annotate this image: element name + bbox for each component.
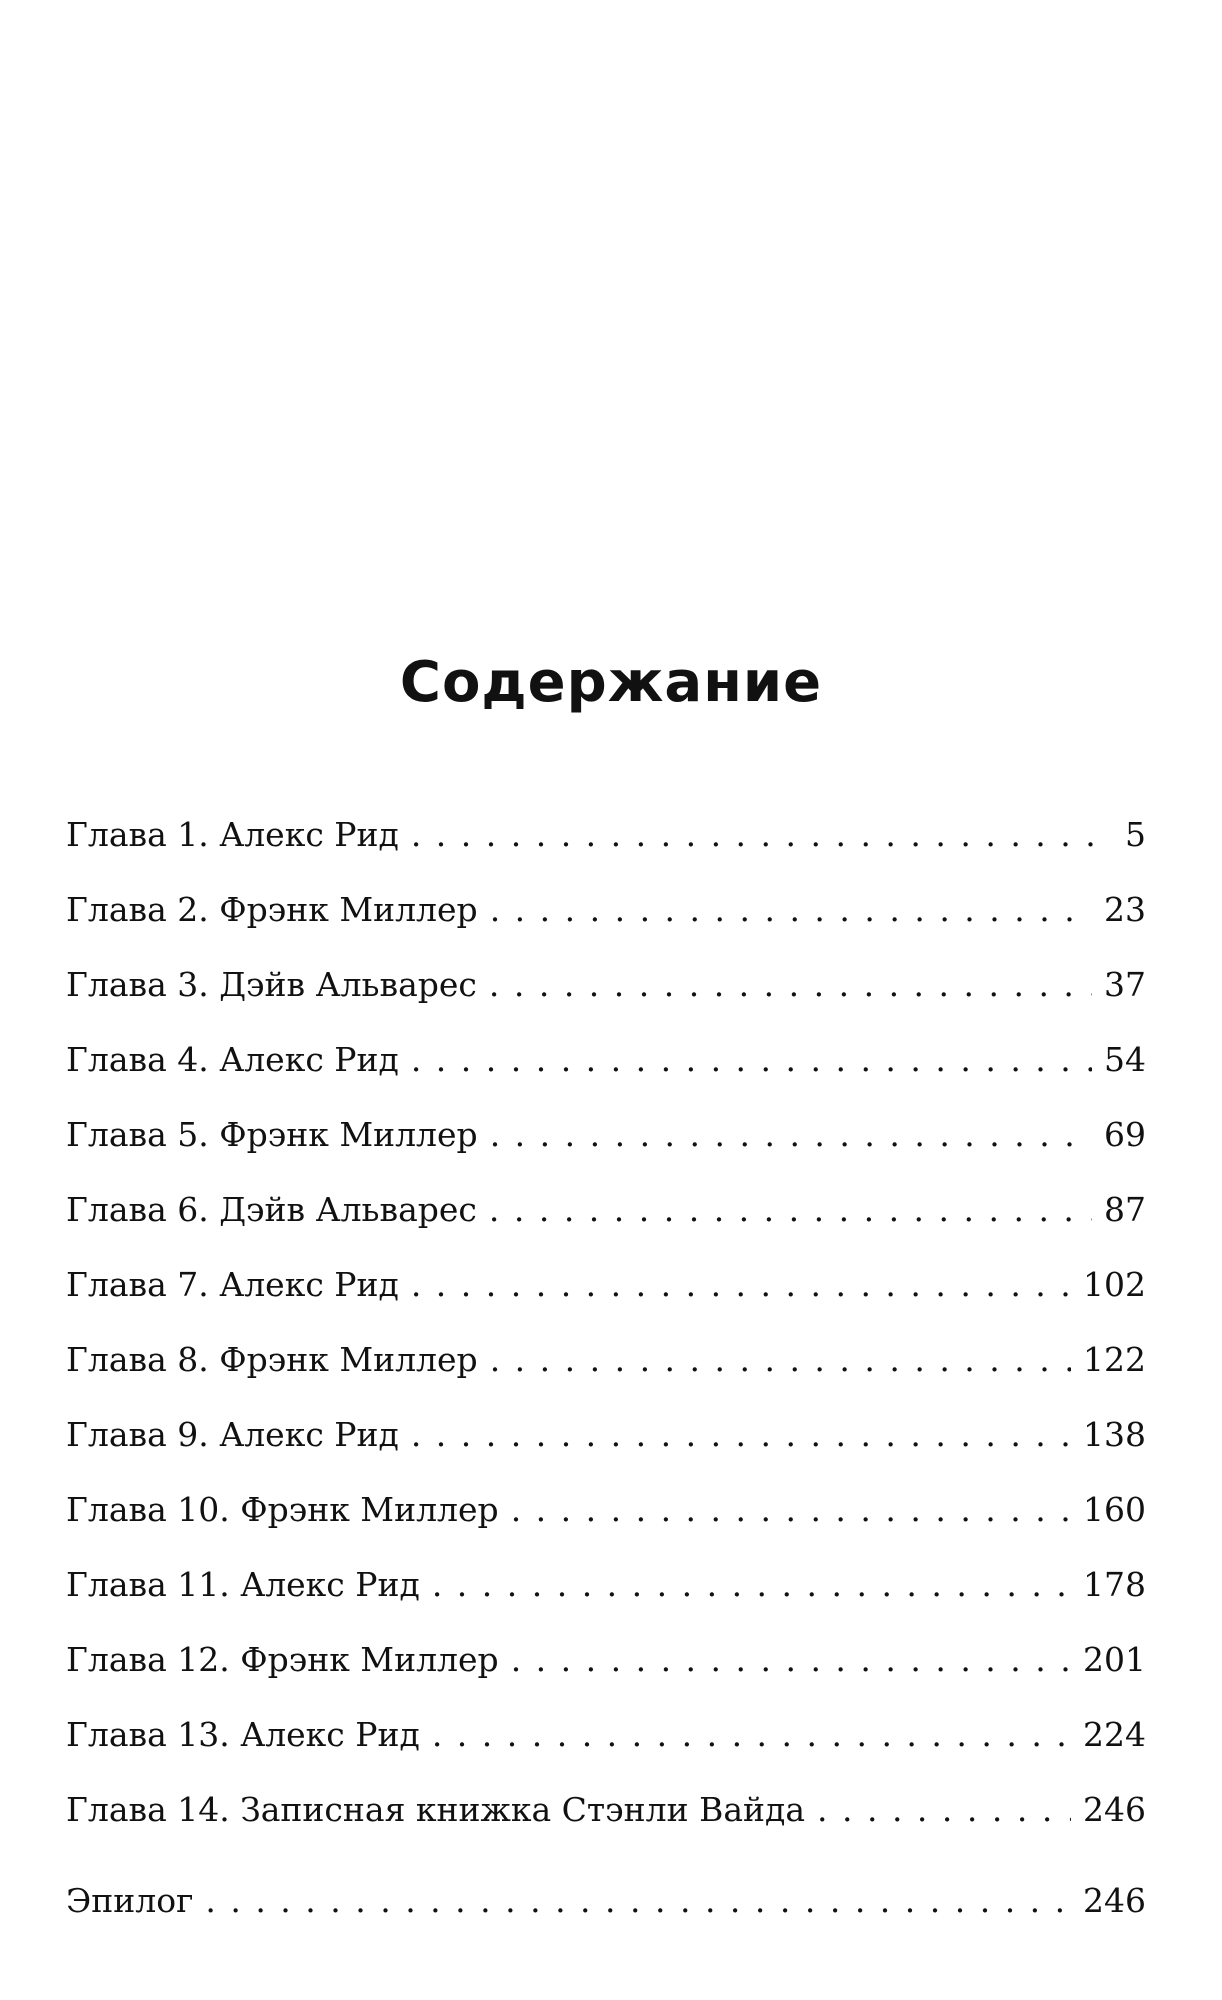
entry-label: Глава 10. Фрэнк Миллер <box>66 1490 499 1529</box>
entry-page-number: 246 <box>1083 1790 1146 1829</box>
entry-label: Глава 6. Дэйв Альварес <box>66 1190 477 1229</box>
entry-page-number: 138 <box>1083 1415 1146 1454</box>
entry-label: Глава 11. Алекс Рид <box>66 1565 420 1604</box>
dot-leader <box>489 1190 1092 1230</box>
dot-leader <box>817 1790 1071 1830</box>
dot-leader <box>511 1640 1071 1680</box>
toc-entry-chapter-1 <box>66 780 1146 855</box>
toc-entry-chapter-11 <box>66 1530 1146 1605</box>
entry-label: Глава 3. Дэйв Альварес <box>66 965 477 1004</box>
entry-page-number: 5 <box>1125 815 1146 854</box>
dot-leader <box>490 1340 1071 1380</box>
toc-entry-chapter-2 <box>66 855 1146 930</box>
entry-page-number: 37 <box>1104 965 1146 1004</box>
entry-page-number: 102 <box>1083 1265 1146 1304</box>
dot-leader <box>511 1490 1071 1530</box>
toc-entry-chapter-6 <box>66 1155 1146 1230</box>
dot-leader <box>411 1265 1071 1305</box>
dot-leader <box>489 965 1092 1005</box>
toc-entry-chapter-5 <box>66 1080 1146 1155</box>
dot-leader <box>432 1565 1071 1605</box>
entry-page-number: 54 <box>1104 1040 1146 1079</box>
entry-page-number: 122 <box>1083 1340 1146 1379</box>
toc-entry-epilogue <box>66 1846 1146 1921</box>
entry-label: Глава 5. Фрэнк Миллер <box>66 1115 478 1154</box>
entry-page-number: 23 <box>1104 890 1146 929</box>
entry-label: Глава 8. Фрэнк Миллер <box>66 1340 478 1379</box>
entry-page-number: 69 <box>1104 1115 1146 1154</box>
entry-label: Глава 13. Алекс Рид <box>66 1715 420 1754</box>
entry-label: Глава 1. Алекс Рид <box>66 815 399 854</box>
entry-label: Глава 14. Записная книжка Стэнли Вайда <box>66 1790 805 1829</box>
dot-leader <box>411 1415 1071 1455</box>
entry-label: Глава 12. Фрэнк Миллер <box>66 1640 499 1679</box>
toc-entry-chapter-3 <box>66 930 1146 1005</box>
dot-leader <box>490 1115 1092 1155</box>
toc-entry-chapter-14 <box>66 1755 1146 1830</box>
toc-entry-chapter-8 <box>66 1305 1146 1380</box>
toc-entry-chapter-9 <box>66 1380 1146 1455</box>
entry-page-number: 160 <box>1083 1490 1146 1529</box>
page-title: Содержание <box>399 650 823 715</box>
entry-label: Глава 4. Алекс Рид <box>66 1040 399 1079</box>
entry-page-number: 224 <box>1083 1715 1146 1754</box>
entry-page-number: 246 <box>1083 1881 1146 1920</box>
toc-entry-chapter-13 <box>66 1680 1146 1755</box>
dot-leader <box>432 1715 1071 1755</box>
toc-entry-chapter-4 <box>66 1005 1146 1080</box>
entry-label: Глава 2. Фрэнк Миллер <box>66 890 478 929</box>
entry-page-number: 87 <box>1104 1190 1146 1229</box>
toc-entry-chapter-7 <box>66 1230 1146 1305</box>
entry-label: Глава 7. Алекс Рид <box>66 1265 399 1304</box>
entry-label: Эпилог <box>66 1881 194 1920</box>
toc-entry-chapter-10 <box>66 1455 1146 1530</box>
entry-label: Глава 9. Алекс Рид <box>66 1415 399 1454</box>
entry-page-number: 178 <box>1083 1565 1146 1604</box>
table-of-contents <box>66 780 1146 1921</box>
toc-entry-chapter-12 <box>66 1605 1146 1680</box>
dot-leader <box>205 1881 1071 1921</box>
entry-page-number: 201 <box>1083 1640 1146 1679</box>
dot-leader <box>411 1040 1092 1080</box>
dot-leader <box>411 815 1094 855</box>
dot-leader <box>490 890 1092 930</box>
